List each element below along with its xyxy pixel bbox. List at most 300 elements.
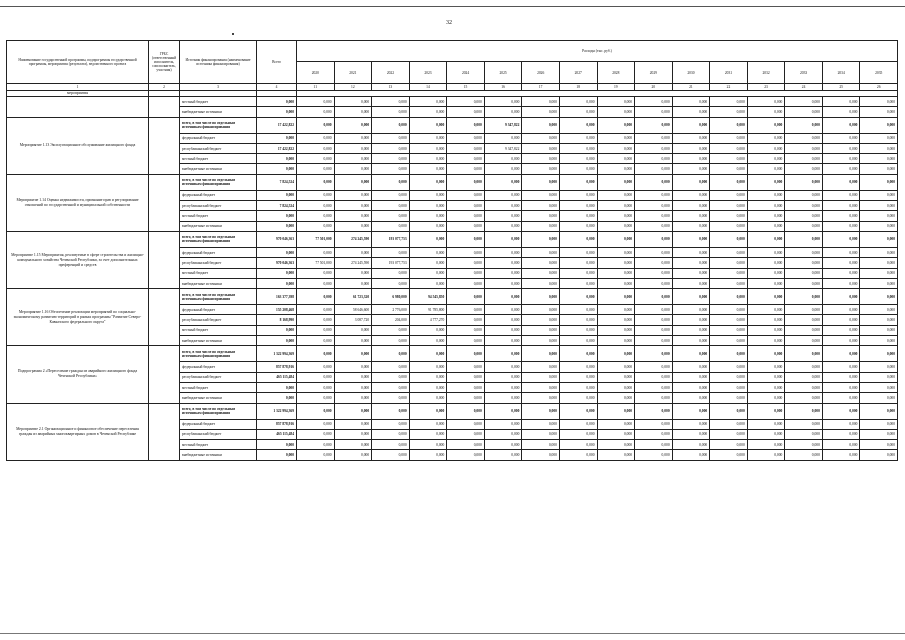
measure-name: Мероприятие 1.15 Мероприятия, реализуемые в сфере строительства и жилищно-коммунального хозяйства Чеченской Республики, за счет дополнительных преференций и средств bbox=[7, 231, 149, 288]
year-value: 0,000 bbox=[522, 393, 560, 403]
year-value: 0,000 bbox=[372, 382, 410, 392]
year-value: 0,000 bbox=[672, 190, 710, 200]
total-value: 970 046,363 bbox=[257, 231, 297, 247]
header-total-col: Всего bbox=[257, 41, 297, 84]
year-value: 0,000 bbox=[559, 419, 597, 429]
year-value: 0,000 bbox=[785, 143, 823, 153]
year-value: 0,000 bbox=[747, 201, 785, 211]
year-value: 0,000 bbox=[672, 278, 710, 288]
funding-source: федеральный бюджет bbox=[180, 133, 257, 143]
year-value: 0,000 bbox=[785, 174, 823, 190]
year-value: 94 545,850 bbox=[409, 289, 447, 305]
year-value: 0,000 bbox=[372, 362, 410, 372]
year-value: 0,000 bbox=[672, 315, 710, 325]
year-value: 0,000 bbox=[409, 133, 447, 143]
year-value: 0,000 bbox=[785, 107, 823, 117]
header-year: 2021 bbox=[334, 62, 372, 84]
year-value: 0,000 bbox=[747, 419, 785, 429]
year-value: 0,000 bbox=[409, 362, 447, 372]
year-value: 0,000 bbox=[672, 154, 710, 164]
year-value: 0,000 bbox=[635, 247, 673, 257]
year-value: 0,000 bbox=[484, 315, 522, 325]
year-value: 0,000 bbox=[522, 247, 560, 257]
year-value: 0,000 bbox=[409, 190, 447, 200]
year-value: 0,000 bbox=[372, 221, 410, 231]
header-source-col: Источник финансирования (наименование источника финансирования) bbox=[180, 41, 257, 84]
year-value: 0,000 bbox=[409, 247, 447, 257]
year-value: 0,000 bbox=[597, 450, 635, 460]
year-value: 0,000 bbox=[860, 440, 898, 450]
year-value: 0,000 bbox=[860, 143, 898, 153]
year-value: 0,000 bbox=[559, 247, 597, 257]
year-value: 0,000 bbox=[447, 247, 485, 257]
year-value: 0,000 bbox=[559, 97, 597, 107]
year-value: 0,000 bbox=[522, 201, 560, 211]
year-value: 0,000 bbox=[334, 419, 372, 429]
year-value: 6 980,000 bbox=[372, 289, 410, 305]
year-value: 0,000 bbox=[559, 164, 597, 174]
year-value: 0,000 bbox=[297, 278, 335, 288]
year-value: 0,000 bbox=[822, 247, 860, 257]
year-value: 0,000 bbox=[635, 346, 673, 362]
year-value: 0,000 bbox=[747, 117, 785, 133]
year-value: 0,000 bbox=[484, 346, 522, 362]
year-value: 0,000 bbox=[597, 268, 635, 278]
funding-source: местный бюджет bbox=[180, 382, 257, 392]
column-number: 1 bbox=[7, 84, 149, 91]
year-value: 0,000 bbox=[672, 289, 710, 305]
year-value: 2 776,000 bbox=[372, 305, 410, 315]
year-value: 0,000 bbox=[484, 133, 522, 143]
year-value: 0,000 bbox=[710, 258, 748, 268]
year-value: 0,000 bbox=[822, 336, 860, 346]
year-value: 0,000 bbox=[559, 268, 597, 278]
year-value: 0,000 bbox=[409, 221, 447, 231]
year-value: 0,000 bbox=[297, 450, 335, 460]
year-value: 4 777,270 bbox=[409, 315, 447, 325]
year-value: 0,000 bbox=[860, 247, 898, 257]
funding-source: федеральный бюджет bbox=[180, 419, 257, 429]
year-value: 0,000 bbox=[710, 174, 748, 190]
year-value: 0,000 bbox=[522, 143, 560, 153]
year-value: 0,000 bbox=[672, 382, 710, 392]
funding-source: всего, в том числе по отдельным источникам финансирования bbox=[180, 403, 257, 419]
year-value: 0,000 bbox=[860, 325, 898, 335]
year-value: 0,000 bbox=[635, 393, 673, 403]
year-value: 0,000 bbox=[822, 107, 860, 117]
year-value: 0,000 bbox=[710, 382, 748, 392]
year-value: 0,000 bbox=[635, 419, 673, 429]
year-value: 0,000 bbox=[672, 107, 710, 117]
year-value: 0,000 bbox=[747, 278, 785, 288]
year-value: 0,000 bbox=[635, 315, 673, 325]
year-value: 0,000 bbox=[860, 97, 898, 107]
year-value: 0,000 bbox=[447, 372, 485, 382]
funding-source: внебюджетные источники bbox=[180, 278, 257, 288]
funding-source: местный бюджет bbox=[180, 268, 257, 278]
year-value: 0,000 bbox=[372, 278, 410, 288]
year-value: 0,000 bbox=[672, 221, 710, 231]
year-value: 0,000 bbox=[747, 107, 785, 117]
year-value: 0,000 bbox=[785, 419, 823, 429]
year-value: 0,000 bbox=[822, 315, 860, 325]
year-value: 0,000 bbox=[297, 346, 335, 362]
year-value: 0,000 bbox=[334, 133, 372, 143]
year-value: 0,000 bbox=[409, 164, 447, 174]
page-number: 32 bbox=[446, 20, 452, 26]
year-value: 0,000 bbox=[672, 164, 710, 174]
total-value: 0,000 bbox=[257, 133, 297, 143]
year-value: 0,000 bbox=[409, 231, 447, 247]
year-value: 0,000 bbox=[297, 107, 335, 117]
year-value: 0,000 bbox=[559, 117, 597, 133]
total-value: 970 046,363 bbox=[257, 258, 297, 268]
funding-source: внебюджетные источники bbox=[180, 336, 257, 346]
measure-name: Мероприятие 2.1 Организационное и финансовое обеспечение переселения граждан из аварийных многоквартирных домов в Чеченской Республике bbox=[7, 403, 149, 460]
year-value: 0,000 bbox=[860, 268, 898, 278]
year-value: 0,000 bbox=[597, 247, 635, 257]
year-value: 0,000 bbox=[597, 315, 635, 325]
year-value: 0,000 bbox=[372, 346, 410, 362]
year-value: 0,000 bbox=[785, 258, 823, 268]
year-value: 274 245,590 bbox=[334, 258, 372, 268]
year-value: 0,000 bbox=[522, 440, 560, 450]
year-value: 0,000 bbox=[597, 305, 635, 315]
year-value: 0,000 bbox=[522, 450, 560, 460]
year-value: 0,000 bbox=[334, 211, 372, 221]
year-value: 0,000 bbox=[447, 346, 485, 362]
year-value: 0,000 bbox=[597, 107, 635, 117]
year-value: 0,000 bbox=[447, 164, 485, 174]
header-year: 2031 bbox=[710, 62, 748, 84]
year-value: 0,000 bbox=[372, 450, 410, 460]
header-year: 2028 bbox=[597, 62, 635, 84]
year-value: 0,000 bbox=[484, 247, 522, 257]
year-value: 0,000 bbox=[710, 164, 748, 174]
year-value: 0,000 bbox=[522, 289, 560, 305]
header-year: 2026 bbox=[522, 62, 560, 84]
year-value: 0,000 bbox=[447, 143, 485, 153]
year-value: 0,000 bbox=[785, 117, 823, 133]
total-value: 1 322 994,369 bbox=[257, 346, 297, 362]
year-value: 0,000 bbox=[484, 450, 522, 460]
year-value: 0,000 bbox=[409, 382, 447, 392]
year-value: 0,000 bbox=[597, 429, 635, 439]
total-value: 0,000 bbox=[257, 325, 297, 335]
year-value: 0,000 bbox=[785, 336, 823, 346]
year-value: 0,000 bbox=[860, 278, 898, 288]
table-row bbox=[7, 346, 898, 362]
year-value: 0,000 bbox=[822, 190, 860, 200]
funding-source: местный бюджет bbox=[180, 325, 257, 335]
year-value: 0,000 bbox=[297, 403, 335, 419]
year-value: 0,000 bbox=[785, 362, 823, 372]
table-row bbox=[7, 289, 898, 305]
year-value: 0,000 bbox=[747, 393, 785, 403]
year-value: 0,000 bbox=[447, 190, 485, 200]
column-number: 18 bbox=[559, 84, 597, 91]
year-value: 0,000 bbox=[747, 268, 785, 278]
total-value: 7 824,524 bbox=[257, 201, 297, 211]
year-value: 0,000 bbox=[860, 231, 898, 247]
year-value: 0,000 bbox=[372, 201, 410, 211]
year-value: 0,000 bbox=[635, 221, 673, 231]
year-value: 0,000 bbox=[297, 325, 335, 335]
measure-name: Мероприятие 1.16 Обеспечение реализации мероприятий по социально-экономическому развитию территорий в рамках программы "Развитие Северо-Кавказского федерального округа" bbox=[7, 289, 149, 346]
year-value: 0,000 bbox=[710, 97, 748, 107]
year-value: 0,000 bbox=[710, 429, 748, 439]
measure-name: Подпрограмма 2 «Переселение граждан из аварийного жилищного фонда Чеченской Республики» bbox=[7, 346, 149, 403]
year-value: 0,000 bbox=[672, 393, 710, 403]
year-value: 0,000 bbox=[522, 429, 560, 439]
year-value: 0,000 bbox=[785, 221, 823, 231]
funding-source: внебюджетные источники bbox=[180, 221, 257, 231]
year-value: 0,000 bbox=[409, 403, 447, 419]
year-value: 0,000 bbox=[635, 403, 673, 419]
year-value: 0,000 bbox=[484, 164, 522, 174]
funding-source: всего, в том числе по отдельным источникам финансирования bbox=[180, 117, 257, 133]
year-value: 0,000 bbox=[597, 97, 635, 107]
year-value: 0,000 bbox=[822, 289, 860, 305]
year-value: 0,000 bbox=[297, 247, 335, 257]
year-value: 0,000 bbox=[747, 372, 785, 382]
year-value: 0,000 bbox=[672, 372, 710, 382]
header-year: 2035 bbox=[860, 62, 898, 84]
year-value: 0,000 bbox=[747, 315, 785, 325]
column-number: 21 bbox=[672, 84, 710, 91]
year-value: 0,000 bbox=[522, 97, 560, 107]
year-value: 0,000 bbox=[785, 164, 823, 174]
year-value: 0,000 bbox=[860, 305, 898, 315]
year-value: 0,000 bbox=[484, 231, 522, 247]
year-value: 0,000 bbox=[635, 211, 673, 221]
grbs-cell bbox=[149, 231, 180, 288]
year-value: 0,000 bbox=[409, 278, 447, 288]
year-value: 0,000 bbox=[747, 221, 785, 231]
year-value: 0,000 bbox=[597, 201, 635, 211]
year-value: 0,000 bbox=[672, 97, 710, 107]
funding-source: федеральный бюджет bbox=[180, 190, 257, 200]
year-value: 0,000 bbox=[822, 258, 860, 268]
year-value: 0,000 bbox=[860, 382, 898, 392]
year-value: 0,000 bbox=[334, 429, 372, 439]
year-value: 0,000 bbox=[860, 117, 898, 133]
year-value: 0,000 bbox=[559, 231, 597, 247]
year-value: 0,000 bbox=[597, 231, 635, 247]
year-value: 0,000 bbox=[447, 107, 485, 117]
year-value: 0,000 bbox=[597, 403, 635, 419]
year-value: 0,000 bbox=[860, 164, 898, 174]
column-number: 11 bbox=[297, 84, 335, 91]
year-value: 0,000 bbox=[860, 315, 898, 325]
year-value: 0,000 bbox=[785, 450, 823, 460]
year-value: 0,000 bbox=[484, 154, 522, 164]
year-value: 0,000 bbox=[447, 336, 485, 346]
year-value: 0,000 bbox=[409, 346, 447, 362]
year-value: 0,000 bbox=[372, 107, 410, 117]
year-value: 0,000 bbox=[747, 133, 785, 143]
year-value: 0,000 bbox=[522, 258, 560, 268]
header-year: 2034 bbox=[822, 62, 860, 84]
year-value: 0,000 bbox=[559, 393, 597, 403]
column-number: 14 bbox=[409, 84, 447, 91]
year-value: 0,000 bbox=[635, 336, 673, 346]
year-value: 0,000 bbox=[409, 429, 447, 439]
year-value: 0,000 bbox=[522, 174, 560, 190]
year-value: 0,000 bbox=[559, 211, 597, 221]
year-value: 0,000 bbox=[822, 305, 860, 315]
funding-source: республиканский бюджет bbox=[180, 258, 257, 268]
year-value: 0,000 bbox=[860, 346, 898, 362]
year-value: 0,000 bbox=[635, 382, 673, 392]
year-value: 0,000 bbox=[447, 440, 485, 450]
year-value: 0,000 bbox=[334, 362, 372, 372]
year-value: 0,000 bbox=[635, 289, 673, 305]
year-value: 0,000 bbox=[447, 289, 485, 305]
year-value: 0,000 bbox=[409, 201, 447, 211]
year-value: 0,000 bbox=[747, 190, 785, 200]
year-value: 0,000 bbox=[597, 133, 635, 143]
funding-source: внебюджетные источники bbox=[180, 393, 257, 403]
year-value: 0,000 bbox=[747, 143, 785, 153]
year-value: 0,000 bbox=[484, 190, 522, 200]
funding-source: республиканский бюджет bbox=[180, 372, 257, 382]
year-value: 0,000 bbox=[747, 305, 785, 315]
year-value: 0,000 bbox=[559, 403, 597, 419]
header-year: 2027 bbox=[559, 62, 597, 84]
year-value: 0,000 bbox=[860, 419, 898, 429]
year-value: 0,000 bbox=[822, 440, 860, 450]
year-value: 0,000 bbox=[484, 201, 522, 211]
funding-source: федеральный бюджет bbox=[180, 305, 257, 315]
year-value: 0,000 bbox=[672, 346, 710, 362]
year-value: 0,000 bbox=[334, 440, 372, 450]
year-value: 0,000 bbox=[785, 268, 823, 278]
header-year: 2030 bbox=[672, 62, 710, 84]
year-value: 0,000 bbox=[710, 247, 748, 257]
year-value: 0,000 bbox=[635, 117, 673, 133]
year-value: 0,000 bbox=[672, 247, 710, 257]
year-value: 0,000 bbox=[372, 336, 410, 346]
year-value: 0,000 bbox=[822, 325, 860, 335]
year-value: 0,000 bbox=[860, 258, 898, 268]
year-value: 0,000 bbox=[672, 231, 710, 247]
stub-row-name: мероприятия bbox=[7, 91, 149, 97]
year-value: 0,000 bbox=[409, 393, 447, 403]
year-value: 0,000 bbox=[484, 429, 522, 439]
year-value: 0,000 bbox=[747, 174, 785, 190]
year-value: 0,000 bbox=[522, 403, 560, 419]
year-value: 0,000 bbox=[747, 289, 785, 305]
total-value: 0,000 bbox=[257, 190, 297, 200]
year-value: 0,000 bbox=[447, 362, 485, 372]
table-row bbox=[7, 117, 898, 133]
year-value: 0,000 bbox=[522, 231, 560, 247]
year-value: 0,000 bbox=[297, 336, 335, 346]
year-value: 0,000 bbox=[484, 221, 522, 231]
year-value: 0,000 bbox=[635, 362, 673, 372]
year-value: 0,000 bbox=[822, 143, 860, 153]
year-value: 0,000 bbox=[597, 258, 635, 268]
header-year: 2025 bbox=[484, 62, 522, 84]
year-value: 0,000 bbox=[785, 133, 823, 143]
year-value: 0,000 bbox=[297, 190, 335, 200]
year-value: 0,000 bbox=[334, 117, 372, 133]
year-value: 0,000 bbox=[559, 107, 597, 117]
year-value: 0,000 bbox=[372, 143, 410, 153]
column-number: 12 bbox=[334, 84, 372, 91]
total-value: 0,000 bbox=[257, 154, 297, 164]
year-value: 0,000 bbox=[447, 450, 485, 460]
total-value: 465 115,484 bbox=[257, 372, 297, 382]
year-value: 0,000 bbox=[785, 325, 823, 335]
year-value: 0,000 bbox=[710, 289, 748, 305]
year-value: 0,000 bbox=[297, 289, 335, 305]
year-value: 193 077,753 bbox=[372, 258, 410, 268]
funding-source: всего, в том числе по отдельным источникам финансирования bbox=[180, 231, 257, 247]
year-value: 0,000 bbox=[522, 190, 560, 200]
year-value: 0,000 bbox=[747, 429, 785, 439]
year-value: 0,000 bbox=[372, 164, 410, 174]
year-value: 0,000 bbox=[372, 97, 410, 107]
year-value: 0,000 bbox=[860, 336, 898, 346]
total-value: 1 322 994,369 bbox=[257, 403, 297, 419]
year-value: 0,000 bbox=[785, 440, 823, 450]
year-value: 0,000 bbox=[334, 372, 372, 382]
year-value: 0,000 bbox=[484, 419, 522, 429]
year-value: 0,000 bbox=[672, 403, 710, 419]
year-value: 0,000 bbox=[559, 440, 597, 450]
year-value: 0,000 bbox=[522, 221, 560, 231]
total-value: 0,000 bbox=[257, 247, 297, 257]
year-value: 0,000 bbox=[522, 164, 560, 174]
total-value: 465 115,484 bbox=[257, 429, 297, 439]
year-value: 0,000 bbox=[747, 247, 785, 257]
year-value: 0,000 bbox=[710, 154, 748, 164]
total-value: 0,000 bbox=[257, 221, 297, 231]
measure-name: Мероприятие 1.13 Эксплуатационное обслуживание жилищного фонда bbox=[7, 117, 149, 174]
year-value: 0,000 bbox=[672, 305, 710, 315]
funding-source: всего, в том числе по отдельным источникам финансирования bbox=[180, 174, 257, 190]
funding-source: всего, в том числе по отдельным источникам финансирования bbox=[180, 346, 257, 362]
year-value: 0,000 bbox=[635, 440, 673, 450]
year-value: 0,000 bbox=[409, 372, 447, 382]
year-value: 0,000 bbox=[522, 372, 560, 382]
year-value: 0,000 bbox=[597, 143, 635, 153]
header-expenses-group: Расходы (тыс. руб.) bbox=[297, 41, 898, 62]
year-value: 0,000 bbox=[447, 97, 485, 107]
year-value: 0,000 bbox=[559, 258, 597, 268]
year-value: 0,000 bbox=[447, 201, 485, 211]
year-value: 0,000 bbox=[710, 440, 748, 450]
year-value: 0,000 bbox=[860, 289, 898, 305]
total-value: 0,000 bbox=[257, 107, 297, 117]
year-value: 0,000 bbox=[710, 268, 748, 278]
year-value: 0,000 bbox=[447, 231, 485, 247]
column-number: 17 bbox=[522, 84, 560, 91]
year-value: 0,000 bbox=[710, 325, 748, 335]
year-value: 0,000 bbox=[635, 325, 673, 335]
year-value: 0,000 bbox=[710, 201, 748, 211]
year-value: 0,000 bbox=[297, 97, 335, 107]
year-value: 0,000 bbox=[297, 362, 335, 372]
year-value: 0,000 bbox=[522, 315, 560, 325]
year-value: 0,000 bbox=[860, 211, 898, 221]
year-value: 0,000 bbox=[559, 346, 597, 362]
year-value: 0,000 bbox=[635, 154, 673, 164]
year-value: 0,000 bbox=[409, 107, 447, 117]
year-value: 0,000 bbox=[484, 372, 522, 382]
